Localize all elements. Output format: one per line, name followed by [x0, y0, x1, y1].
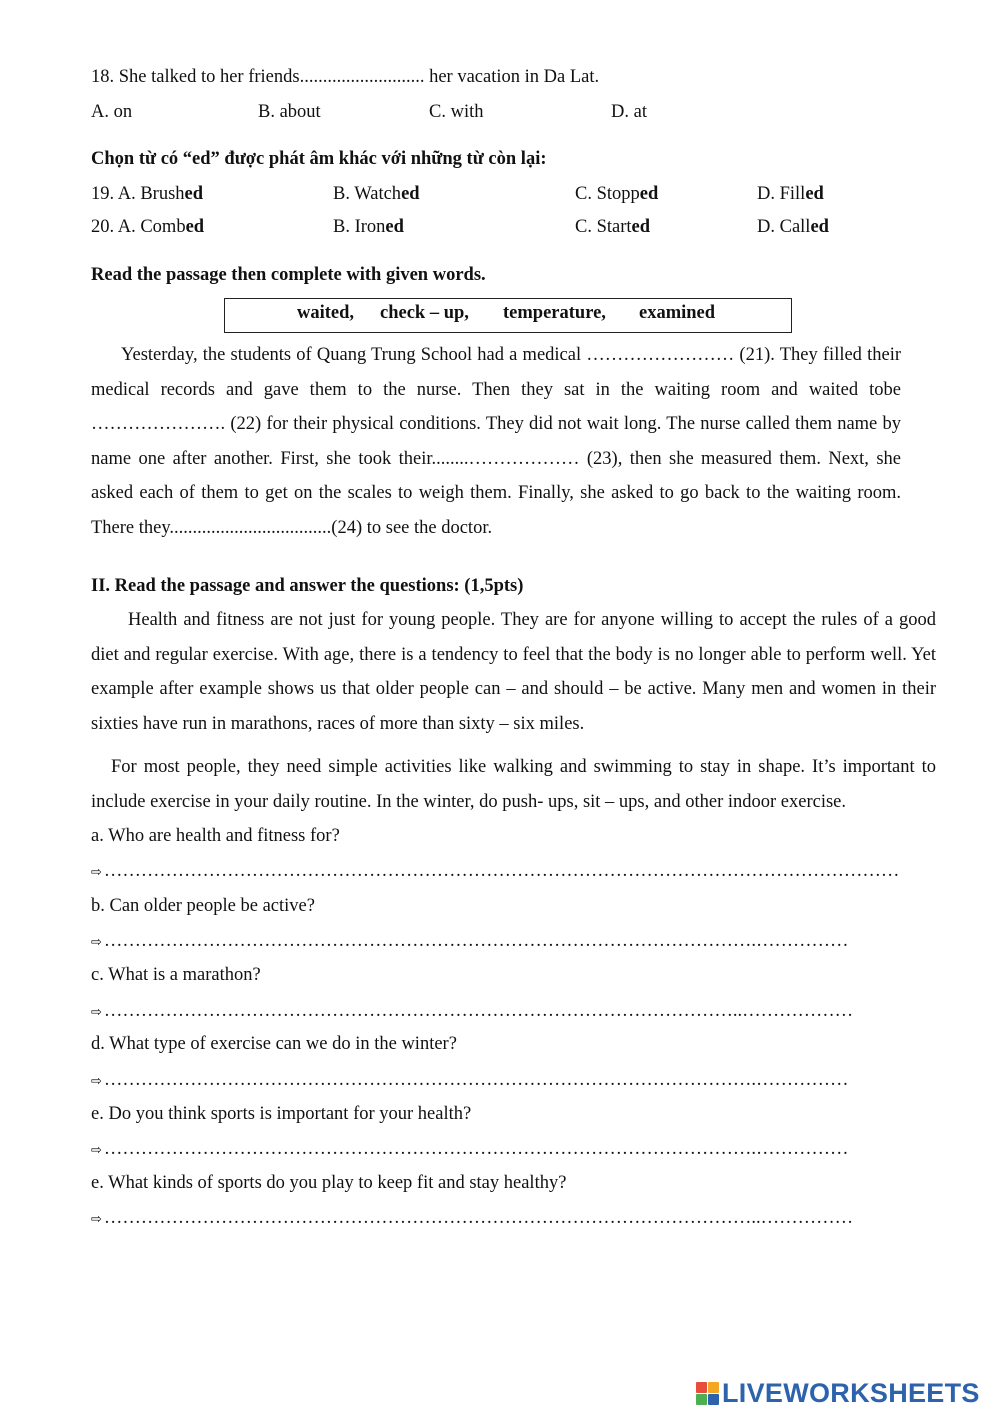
arrow-icon: ⇨ [91, 935, 102, 950]
word-bank-item: waited, [297, 303, 355, 323]
passage1-heading: Read the passage then complete with given words. [91, 265, 486, 285]
q18-option-d: D. at [611, 102, 647, 122]
logo-square [708, 1382, 719, 1393]
arrow-icon: ⇨ [91, 1143, 102, 1158]
word-bank-item: examined [639, 303, 716, 323]
question-c: c. What is a marathon? [91, 965, 261, 985]
q18-option-b: B. about [258, 102, 321, 122]
q19-option-c: C. Stopped [575, 184, 659, 204]
question-d: d. What type of exercise can we do in the winter? [91, 1034, 457, 1054]
word-bank-box [224, 298, 792, 333]
word-bank-item: check – up, [380, 303, 469, 323]
section2-heading: II. Read the passage and answer the questions: (1,5pts) [91, 576, 524, 596]
answer-line-c[interactable]: ⇨ …………………………………………………………………………………………..……………… [91, 1001, 854, 1021]
q19-option-d: D. Filled [757, 184, 824, 204]
question-b: b. Can older people be active? [91, 896, 315, 916]
q19-option-b: B. Watched [333, 184, 420, 204]
q18-stem: 18. She talked to her friends........................... her vacation in Da Lat. [91, 67, 600, 87]
q20-option-d: D. Called [757, 217, 829, 237]
q20-option-c: C. Started [575, 217, 651, 237]
q20-option-b: B. Ironed [333, 217, 404, 237]
answer-line-a[interactable]: ⇨ ………………………………………………………………………………………………………………… [91, 861, 900, 881]
word-bank-item: temperature, [503, 303, 606, 323]
arrow-icon: ⇨ [91, 1074, 102, 1089]
question-e2: e. What kinds of sports do you play to keep fit and stay healthy? [91, 1173, 567, 1193]
logo-mark-icon [696, 1382, 719, 1405]
arrow-icon: ⇨ [91, 1212, 102, 1227]
arrow-icon: ⇨ [91, 1005, 102, 1020]
logo-square [696, 1382, 707, 1393]
q18-option-a: A. on [91, 102, 133, 122]
answer-line-e2[interactable]: ⇨ ……………………………………………………………………………………………..…………… [91, 1208, 854, 1228]
logo-text: LIVEWORKSHEETS [722, 1377, 980, 1408]
answer-line-b[interactable]: ⇨ …………………………………………………………………………………………….…………… [91, 931, 849, 951]
logo-square [696, 1394, 707, 1405]
pronunciation-heading: Chọn từ có “ed” được phát âm khác với những từ còn lại: [91, 149, 547, 169]
liveworksheets-logo[interactable] [696, 1378, 980, 1408]
section2-paragraph-1: Health and fitness are not just for young people. They are for anyone willing to accept the rules of a good diet and regular exercise. With age, there is a tendency to feel that the body is no longer able to perform well. Yet example after example shows us that older people can – and should – be active. Many men and women in their sixties have run in marathons, races of more than sixty – six miles. [91, 610, 936, 735]
section2-paragraph-2: For most people, they need simple activities like walking and swimming to stay in shape. It’s important to include exercise in your daily routine. In the winter, do push- ups, sit – ups, and other indoor exercise. [91, 757, 936, 812]
question-e1: e. Do you think sports is important for your health? [91, 1104, 472, 1124]
question-a: a. Who are health and fitness for? [91, 826, 340, 846]
arrow-icon: ⇨ [91, 865, 102, 880]
q18-option-c: C. with [429, 102, 484, 122]
logo-square [708, 1394, 719, 1405]
q19-option-a: 19. A. Brushed [91, 184, 204, 204]
q20-option-a: 20. A. Combed [91, 217, 205, 237]
answer-line-d[interactable]: ⇨ …………………………………………………………………………………………….…………… [91, 1070, 849, 1090]
answer-line-e1[interactable]: ⇨ …………………………………………………………………………………………….…………… [91, 1139, 849, 1159]
passage1-text: Yesterday, the students of Quang Trung School had a medical …………………… (21). They filled their medical records and gave them to the nurse. Then they sat in the waiting room and waited tobe …………………. (22) for their physical conditions. They did not wait long. The nurse called them name by name one after another. First, she took their........……………… (23), then she measured them. Next, she asked each of them to get on the scales to weigh them. Finally, she asked to go back to the waiting room. There they...................................(24) to see the doctor. [91, 345, 901, 538]
